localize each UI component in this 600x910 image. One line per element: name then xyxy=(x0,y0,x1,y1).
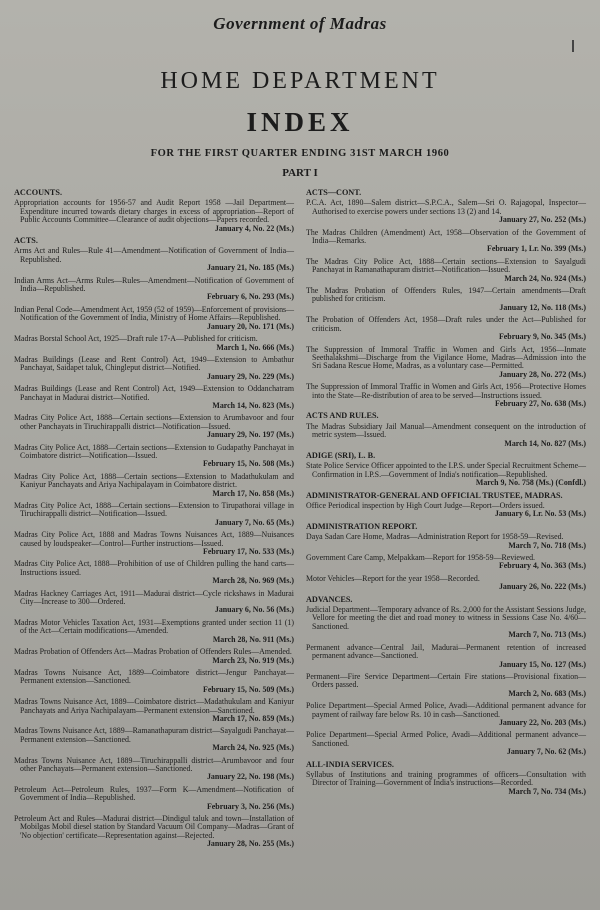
entry-text: Madras Hackney Carriages Act, 1911—Madurai district—Cycle rickshaws in Madurai City—Increase to 300—Ordered. xyxy=(14,588,294,607)
index-entry xyxy=(14,306,294,331)
entry-text: The Madras Probation of Offenders Rules, 1947—Certain amendments—Draft published for criticism. xyxy=(306,286,586,304)
entry-text: Madras Towns Nuisance Act, 1889—Tiruchirappalli district—Arumbavoor and four other Panchayats—Permanent extension—Sanctioned. xyxy=(14,755,294,773)
index-entry xyxy=(306,423,586,448)
entry-reference: January 27, No. 252 (Ms.) xyxy=(498,215,586,225)
entry-text: Indian Arms Act—Arms Rules—Rules—Amendment—Notification of Government of India—Republished. xyxy=(14,275,294,294)
right-column xyxy=(306,185,586,853)
entry-text: Madras Probation of Offenders Act—Madras Probation of Offenders Rules—Amended. xyxy=(14,647,292,657)
entry-reference: March 28, No. 911 (Ms.) xyxy=(212,634,294,644)
entry-reference: February 6, No. 293 (Ms.) xyxy=(206,292,294,302)
index-entry xyxy=(14,199,294,233)
entry-text: The Probation of Offenders Act, 1958—Draft rules under the Act—Published for criticism. xyxy=(306,315,586,333)
index-entry xyxy=(14,815,294,849)
entry-reference: January 29, No. 197 (Ms.) xyxy=(206,430,294,440)
entry-text: Office Periodical inspection by High Court Judge—Report—Orders issued. xyxy=(306,501,545,510)
entry-reference: January 6, Lr. No. 53 (Ms.) xyxy=(494,509,586,519)
entry-reference: February 1, Lr. No. 399 (Ms.) xyxy=(487,244,586,254)
entry-text: Madras City Police Act, 1888 and Madras Towns Nuisances Act, 1889—Nuisances caused by loudspeaker—Control—Further instructions—Issued. xyxy=(14,530,294,548)
index-columns xyxy=(14,185,586,853)
index-entry xyxy=(306,606,586,640)
entry-reference: February 9, No. 345 (Ms.) xyxy=(498,332,586,342)
index-entry xyxy=(14,444,294,469)
entry-reference: February 17, No. 533 (Ms.) xyxy=(203,547,294,557)
section-heading: ADIGE (SRI), L. B. xyxy=(306,450,376,460)
entry-text: Madras Towns Nuisance Act, 1889—Ramanathapuram district—Sayalgudi Panchayat—Permanent extension—Sanctioned. xyxy=(14,726,294,744)
entry-text: The Madras City Police Act, 1888—Certain sections—Extension to Sayalgudi Panchayat in Ramanathapuram district—Notification—Issued. xyxy=(306,256,586,275)
entry-reference: January 4, No. 22 (Ms.) xyxy=(214,223,294,233)
entry-text: Madras City Police Act, 1888—Certain sections—Extension to Tirupathorai village in Tiruchirappalli district—Notification—Issued. xyxy=(14,501,294,519)
margin-mark xyxy=(572,40,574,52)
index-entry xyxy=(14,502,294,527)
section-heading: ALL-INDIA SERVICES. xyxy=(306,759,394,769)
entry-reference: January 29, No. 229 (Ms.) xyxy=(206,371,294,381)
index-entry xyxy=(306,258,586,283)
index-entry xyxy=(14,698,294,723)
entry-reference: March 2, No. 683 (Ms.) xyxy=(508,688,586,698)
entry-text: Motor Vehicles—Report for the year 1958—Recorded. xyxy=(306,573,480,583)
entry-reference: March 17, No. 859 (Ms.) xyxy=(212,713,294,723)
index-entry xyxy=(306,702,586,727)
entry-text: Appropriation accounts for 1956-57 and Audit Report 1958 —Jail Department—Expenditure incurred towards dietary charges in excess of appropriation—Report of Public Accounts Committee—Clearance of audit objections—Papers recorded. xyxy=(14,198,294,225)
entry-text: Madras City Police Act, 1888—Certain sections—Extension to Gudapathy Panchayat in Coimbatore district—Notification—Issued. xyxy=(14,442,294,460)
index-entry xyxy=(306,575,586,592)
entry-text: Police Department—Special Armed Police, Avadi—Additional permanent advance for payment of railway fare below Rs. 10 in cash—Sanctioned. xyxy=(306,701,586,719)
index-title: INDEX xyxy=(246,107,354,137)
index-entry xyxy=(14,414,294,439)
index-entry xyxy=(14,356,294,381)
entry-reference: March 14, No. 823 (Ms.) xyxy=(212,400,294,410)
part-label: PART I xyxy=(282,167,318,179)
section-heading: ACTS. xyxy=(14,236,38,246)
entry-text: Daya Sadan Care Home, Madras—Administration Report for 1958-59—Revised. xyxy=(306,532,564,542)
entry-text: Permanent—Fire Service Department—Certain Fire stations—Provisional fixation—Orders passed. xyxy=(306,671,586,690)
index-entry xyxy=(14,335,294,352)
entry-reference: January 28, No. 255 (Ms.) xyxy=(206,839,294,849)
index-entry xyxy=(14,531,294,556)
index-entry xyxy=(14,619,294,644)
section-heading: ADMINISTRATION REPORT. xyxy=(306,521,418,531)
section-heading: ACCOUNTS. xyxy=(14,188,62,197)
entry-text: Arms Act and Rules—Rule 41—Amendment—Notification of Government of India—Republished. xyxy=(14,246,294,264)
entry-reference: March 24, No. 925 (Ms.) xyxy=(212,743,294,753)
entry-reference: January 21, No. 185 (Ms.) xyxy=(206,263,294,273)
index-entry xyxy=(14,669,294,694)
index-entry xyxy=(14,757,294,782)
index-entry xyxy=(14,590,294,615)
index-entry xyxy=(306,731,586,756)
entry-reference: March 28, No. 969 (Ms.) xyxy=(212,576,294,586)
entry-text: Madras City Police Act, 1888—Prohibition of use of Children pulling the hand carts—Instructions issued. xyxy=(14,559,294,577)
entry-reference: February 15, No. 508 (Ms.) xyxy=(203,459,294,469)
index-entry xyxy=(14,385,294,410)
entry-text: Petroleum Act—Petroleum Rules, 1937—Form K—Amendment—Notification of Government of India—Republished. xyxy=(14,784,294,803)
index-entry xyxy=(14,727,294,752)
index-entry xyxy=(306,673,586,698)
entry-reference: January 15, No. 127 (Ms.) xyxy=(498,659,586,669)
entry-reference: February 3, No. 256 (Ms.) xyxy=(206,801,294,811)
entry-reference: February 15, No. 509 (Ms.) xyxy=(203,684,294,694)
entry-text: Madras Motor Vehicles Taxation Act, 1931—Exemptions granted under section 11 (1) of the Act—Certain modifications—Amended. xyxy=(14,617,294,636)
entry-reference: January 6, No. 56 (Ms.) xyxy=(214,605,294,615)
index-entry xyxy=(306,771,586,796)
index-entry xyxy=(306,199,586,224)
entry-reference: March 7, No. 734 (Ms.) xyxy=(508,786,586,796)
index-entry xyxy=(306,383,586,408)
entry-reference: March 1, No. 666 (Ms.) xyxy=(216,342,294,352)
entry-text: Madras Borstal School Act, 1925—Draft rule 17-A—Published for criticism. xyxy=(14,334,258,344)
index-entry xyxy=(306,229,586,254)
entry-reference: January 26, No. 222 (Ms.) xyxy=(498,582,586,592)
index-entry xyxy=(14,277,294,302)
entry-reference: March 7, No. 718 (Ms.) xyxy=(508,540,586,550)
entry-text: Madras Towns Nuisance Act, 1889—Coimbatore district—Madathukulam and Kaniyur Panchayats and Ariya Nachipalayam—Permanent extension—Sanctioned. xyxy=(14,697,294,715)
entry-reference: January 7, No. 62 (Ms.) xyxy=(506,747,586,757)
entry-reference: March 24, No. 924 (Ms.) xyxy=(504,273,586,283)
index-entry xyxy=(306,644,586,669)
index-entry xyxy=(14,786,294,811)
section-heading: ACTS AND RULES. xyxy=(306,411,379,421)
entry-text: Permanent advance—Central Jail, Madurai—Permanent retention of increased permanent advance—Sanctioned. xyxy=(306,642,586,661)
section-heading: ADMINISTRATOR-GENERAL AND OFFICIAL TRUSTEE, MADRAS. xyxy=(306,490,563,500)
entry-reference: January 20, No. 171 (Ms.) xyxy=(206,321,294,331)
entry-text: The Suppression of Immoral Traffic in Women and Girls Act, 1956—Protective Homes into the State—Re-distribution of area to be served—Instructions issued. xyxy=(306,382,586,400)
entry-text: Judicial Department—Temporary advance of Rs. 2,000 for the Assistant Sessions Judge, Vellore for meeting the diet and road money to witness in Sessions Case No. 4/60—Sanctioned. xyxy=(306,605,586,631)
section-heading: ACTS—CONT. xyxy=(306,188,362,197)
quarter-subtitle: FOR THE FIRST QUARTER ENDING 31ST MARCH 1960 xyxy=(150,148,450,159)
left-column xyxy=(14,185,294,853)
entry-text: Madras Buildings (Lease and Rent Control) Act, 1949—Extension to Ambathur Panchayat, Saidapet taluk, Chingleput district—Notified. xyxy=(14,354,294,373)
entry-text: Madras City Police Act, 1888—Certain sections—Extension to Madathukulam and Kaniyur Panchayats and Ariya Nachipalayam in Coimbatore district. xyxy=(14,471,294,490)
entry-text: Syllabus of Institutions and training programmes of officers—Consultation with Director of Training—Government of India's instructions—Recorded. xyxy=(306,769,586,788)
entry-reference: February 4, No. 363 (Ms.) xyxy=(498,561,586,571)
government-title: Government of Madras xyxy=(213,14,387,33)
entry-reference: March 14, No. 827 (Ms.) xyxy=(504,438,586,448)
index-entry xyxy=(306,316,586,341)
entry-reference: January 7, No. 65 (Ms.) xyxy=(214,517,294,527)
department-title: HOME DEPARTMENT xyxy=(160,68,440,94)
index-entry xyxy=(14,648,294,665)
entry-reference: January 22, No. 198 (Ms.) xyxy=(206,772,294,782)
entry-text: P.C.A. Act, 1890—Salem district—S.P.C.A., Salem—Sri O. Rajagopal, Inspector—Authorised to exercise powers under sections 13 (2) and 14. xyxy=(306,198,586,216)
entry-text: The Suppression of Immoral Traffic in Women and Girls Act, 1956—Inmate Seethalakshmi—Discharge from the Vigilance Home, Madras—Admission into the Sri Sadana Rescue Home, Madras, as a voluntary case—Permitted. xyxy=(306,344,586,371)
entry-reference: March 23, No. 919 (Ms.) xyxy=(212,655,294,665)
index-entry xyxy=(14,560,294,585)
entry-reference: January 22, No. 203 (Ms.) xyxy=(498,717,586,727)
entry-text: The Madras Subsidiary Jail Manual—Amendment consequent on the introduction of metric system—Issued. xyxy=(306,421,586,440)
entry-reference: March 9, No. 758 (Ms.) (Confdl.) xyxy=(475,478,586,488)
index-entry xyxy=(306,287,586,312)
index-entry xyxy=(306,502,586,519)
entry-text: Government Care Camp, Melpakkam—Report for 1958-59—Reviewed. xyxy=(306,553,535,563)
entry-reference: January 28, No. 272 (Ms.) xyxy=(498,369,586,379)
entry-text: Madras City Police Act, 1888—Certain sections—Extension to Arumbavoor and four other Panchayats in Tiruchirappalli district—Notification—Issued. xyxy=(14,413,294,431)
entry-text: Indian Penal Code—Amendment Act, 1959 (52 of 1959)—Enforcement of provisions—Notification of the Government of India, Ministry of Home Affairs—Republished. xyxy=(14,304,294,323)
entry-text: Petroleum Act and Rules—Madurai district—Dindigul taluk and town—Installation of Mobilgas Mobil diesel station by Standard Vacuum Oil Company—Madras—Grant of 'No objection' certificate—Representation against—Rejected. xyxy=(14,814,294,840)
entry-text: Police Department—Special Armed Police, Avadi—Additional permanent advance—Sanctioned. xyxy=(306,730,586,748)
section-heading: ADVANCES. xyxy=(306,594,353,604)
index-entry xyxy=(306,346,586,380)
entry-reference: January 12, No. 118 (Ms.) xyxy=(499,302,586,312)
index-entry xyxy=(306,462,586,487)
entry-text: Madras Towns Nuisance Act, 1889—Coimbatore district—Jengur Panchayat—Permanent extension—Sanctioned. xyxy=(14,667,294,686)
index-entry xyxy=(306,554,586,571)
entry-text: Madras Buildings (Lease and Rent Control) Act, 1949—Extension to Oddanchatram Panchayat in Madurai district—Notified. xyxy=(14,384,294,402)
entry-text: The Madras Children (Amendment) Act, 1958—Observation of the Government of India—Remarks. xyxy=(306,227,586,246)
index-entry xyxy=(306,533,586,550)
entry-reference: March 17, No. 858 (Ms.) xyxy=(212,488,294,498)
index-entry xyxy=(14,247,294,272)
entry-reference: March 7, No. 713 (Ms.) xyxy=(508,630,586,640)
entry-reference: February 27, No. 638 (Ms.) xyxy=(495,398,586,408)
entry-text: State Police Service Officer appointed to the I.P.S. under Special Recruitment Scheme—Confirmation in I.P.S.—Government of India's notification—Republished. xyxy=(306,461,586,479)
index-entry xyxy=(14,473,294,498)
